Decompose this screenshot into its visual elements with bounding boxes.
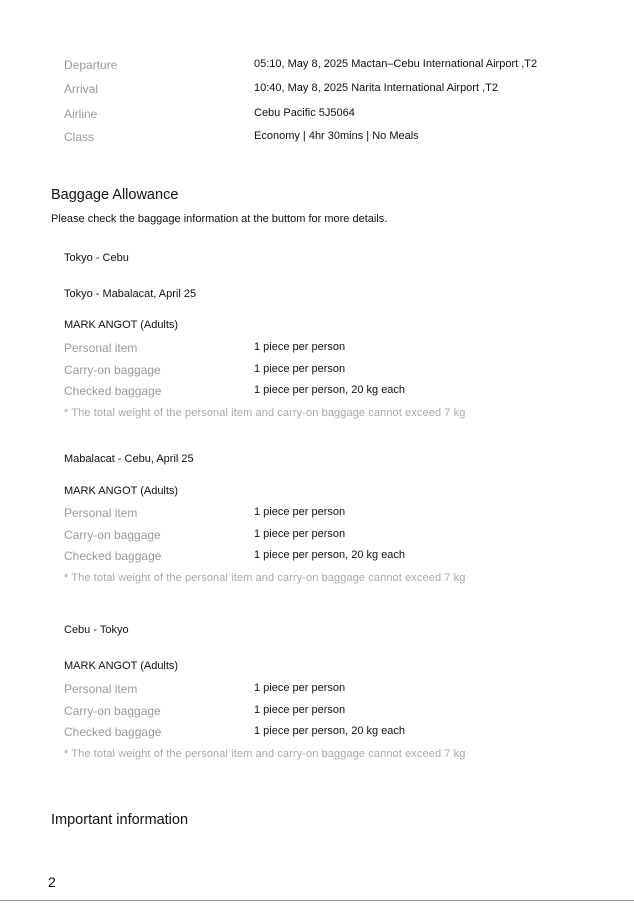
segment-2-carryon-label: Carry-on baggage xyxy=(64,528,161,542)
segment-3-checked-value: 1 piece per person, 20 kg each xyxy=(254,725,406,737)
segment-2-checked-label: Checked baggage xyxy=(64,549,162,563)
arrival-value: 10:40, May 8, 2025 Narita International Airport ,T2 xyxy=(254,82,498,94)
segment-3-note: * The total weight of the personal item and carry-on baggage cannot exceed 7 kg xyxy=(64,748,466,760)
important-title: Important information xyxy=(51,812,189,828)
segment-2-note: * The total weight of the personal item and carry-on baggage cannot exceed 7 kg xyxy=(64,572,466,584)
segment-3-passenger: MARK ANGOT (Adults) xyxy=(64,660,179,672)
arrival-label: Arrival xyxy=(64,82,99,96)
segment-2-route: Mabalacat - Cebu, April 25 xyxy=(64,453,194,465)
route-overall: Tokyo - Cebu xyxy=(64,252,129,264)
segment-1-route: Tokyo - Mabalacat, April 25 xyxy=(64,288,197,300)
segment-2-passenger: MARK ANGOT (Adults) xyxy=(64,485,179,497)
segment-1-personal-label: Personal item xyxy=(64,341,138,355)
segment-3-checked-label: Checked baggage xyxy=(64,725,162,739)
segment-3-personal-label: Personal item xyxy=(64,682,138,696)
segment-1-carryon-value: 1 piece per person xyxy=(254,363,346,375)
segment-2-checked-value: 1 piece per person, 20 kg each xyxy=(254,549,406,561)
bottom-rule xyxy=(0,900,634,901)
segment-1-checked-value: 1 piece per person, 20 kg each xyxy=(254,384,406,396)
baggage-intro: Please check the baggage information at the buttom for more details. xyxy=(51,213,388,225)
segment-1-passenger: MARK ANGOT (Adults) xyxy=(64,319,179,331)
departure-value: 05:10, May 8, 2025 Mactan–Cebu International Airport ,T2 xyxy=(254,58,538,70)
airline-value: Cebu Pacific 5J5064 xyxy=(254,107,355,119)
segment-2-carryon-value: 1 piece per person xyxy=(254,528,346,540)
page-number: 2 xyxy=(48,874,56,890)
segment-3-carryon-label: Carry-on baggage xyxy=(64,704,161,718)
airline-label: Airline xyxy=(64,107,98,121)
class-value: Economy | 4hr 30mins | No Meals xyxy=(254,130,419,142)
segment-1-carryon-label: Carry-on baggage xyxy=(64,363,161,377)
segment-2-personal-value: 1 piece per person xyxy=(254,506,346,518)
segment-1-personal-value: 1 piece per person xyxy=(254,341,346,353)
baggage-title: Baggage Allowance xyxy=(51,187,179,203)
departure-label: Departure xyxy=(64,58,118,72)
segment-3-carryon-value: 1 piece per person xyxy=(254,704,346,716)
segment-1-note: * The total weight of the personal item and carry-on baggage cannot exceed 7 kg xyxy=(64,407,466,419)
class-label: Class xyxy=(64,130,95,144)
segment-1-checked-label: Checked baggage xyxy=(64,384,162,398)
segment-2-personal-label: Personal item xyxy=(64,506,138,520)
segment-3-route: Cebu - Tokyo xyxy=(64,624,129,636)
segment-3-personal-value: 1 piece per person xyxy=(254,682,346,694)
